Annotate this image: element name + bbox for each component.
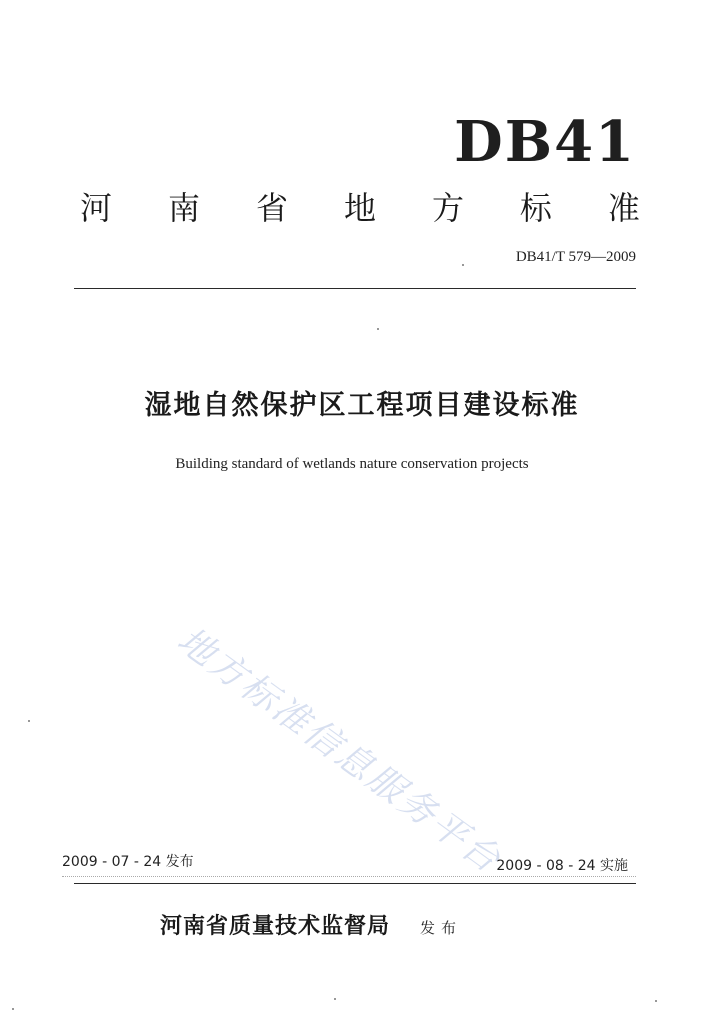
- category-char: 南: [167, 189, 200, 227]
- title-chinese: 湿地自然保护区工程项目建设标准: [144, 390, 580, 421]
- date-underline: [62, 876, 636, 877]
- publisher-row: [160, 915, 462, 937]
- implementation-date: 2009 - 08 - 24 实施: [496, 858, 628, 874]
- scan-speck: [334, 998, 336, 1000]
- scan-speck: [655, 1000, 657, 1002]
- publish-label: 发布: [420, 919, 463, 937]
- scan-speck: [377, 328, 379, 330]
- scan-speck: [462, 264, 464, 266]
- publisher-name: 河南省质量技术监督局: [160, 913, 391, 939]
- category-char: 河: [80, 189, 113, 227]
- title-english: Building standard of wetlands nature conservation projects: [175, 456, 529, 472]
- standard-number: DB41/T 579—2009: [515, 249, 636, 265]
- watermark: 地方标准信息服务平台: [169, 619, 510, 882]
- issue-date: 2009 - 07 - 24 发布: [62, 854, 194, 870]
- category-char: 省: [255, 189, 288, 227]
- category-char: 标: [519, 189, 552, 227]
- scan-speck: [28, 720, 30, 722]
- standard-category: [80, 189, 640, 227]
- category-char: 地: [343, 189, 376, 227]
- category-char: 方: [431, 189, 464, 227]
- top-divider: [74, 288, 636, 289]
- scan-speck: [12, 1008, 14, 1010]
- bottom-divider: [74, 883, 636, 884]
- category-char: 准: [607, 189, 640, 227]
- standard-code-heading: DB41: [454, 109, 636, 175]
